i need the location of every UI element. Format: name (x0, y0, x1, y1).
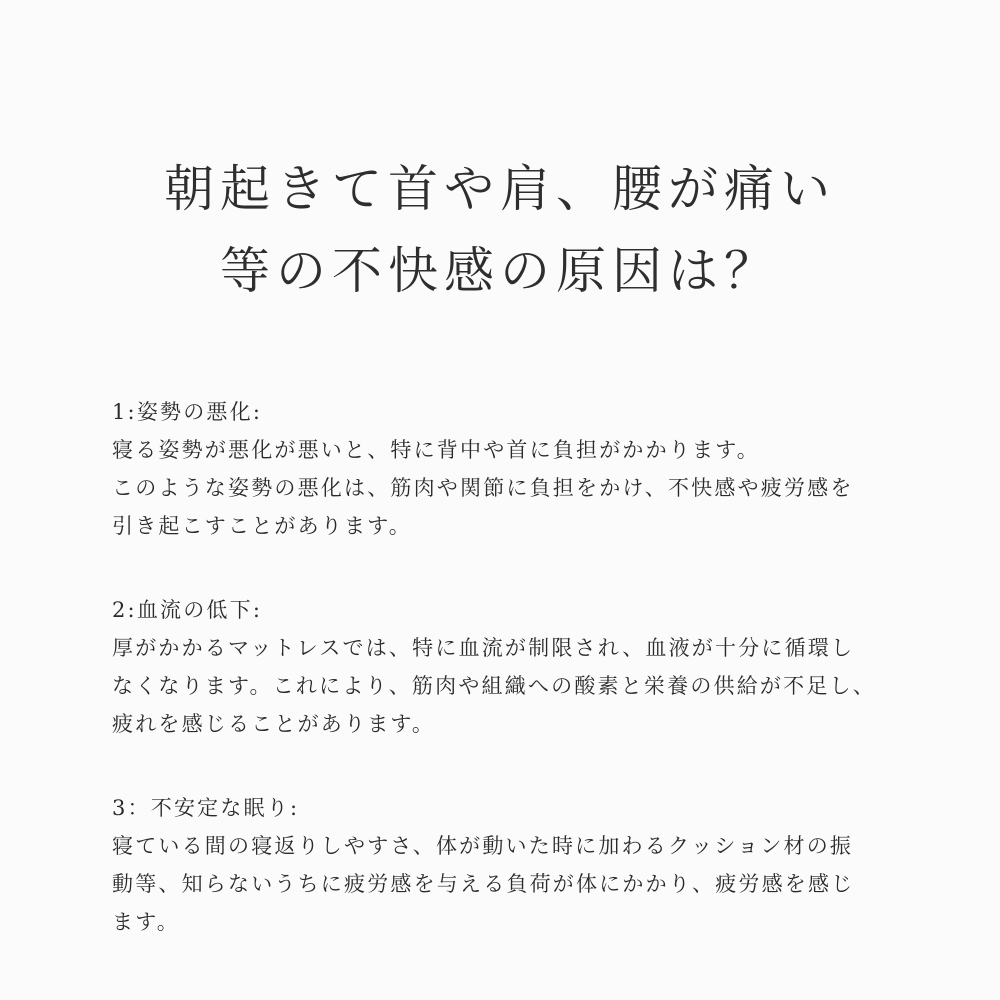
cause-section-posture (112, 393, 912, 545)
section-text-line: ます。 (112, 910, 180, 934)
section-text-line: 寝る姿勢が悪化が悪いと、特に背中や首に負担がかかります。 (112, 438, 760, 462)
section-text-line: このような姿勢の悪化は、筋肉や関節に負担をかけ、不快感や疲労感を (112, 476, 854, 500)
section-text-line: 動等、知らないうちに疲労感を与える負荷が体にかかり、疲労感を感じ (112, 872, 855, 896)
cause-section-unstable-sleep (112, 789, 912, 941)
section-text-line: 引き起こすことがあります。 (112, 514, 412, 538)
section-heading: 3：不安定な眠り: (112, 796, 300, 820)
title-line-1: 朝起きて首や肩、腰が痛い (164, 160, 836, 218)
section-text-line: 疲れを感じることがあります。 (112, 712, 436, 736)
section-text-line: 寝ている間の寝返りしやすさ、体が動いた時に加わるクッション材の振 (112, 834, 854, 858)
section-heading: 2:血流の低下: (112, 598, 263, 622)
title-line-2: 等の不快感の原因は？ (220, 242, 780, 300)
section-text-line: 厚がかかるマットレスでは、特に血流が制限され、血液が十分に循環し (112, 636, 855, 660)
cause-section-blood-flow (112, 591, 912, 743)
section-text-line: なくなります。これにより、筋肉や組織への酸素と栄養の供給が不足し、 (112, 674, 876, 698)
section-heading: 1:姿勢の悪化: (112, 400, 263, 424)
page-title (0, 148, 1000, 312)
